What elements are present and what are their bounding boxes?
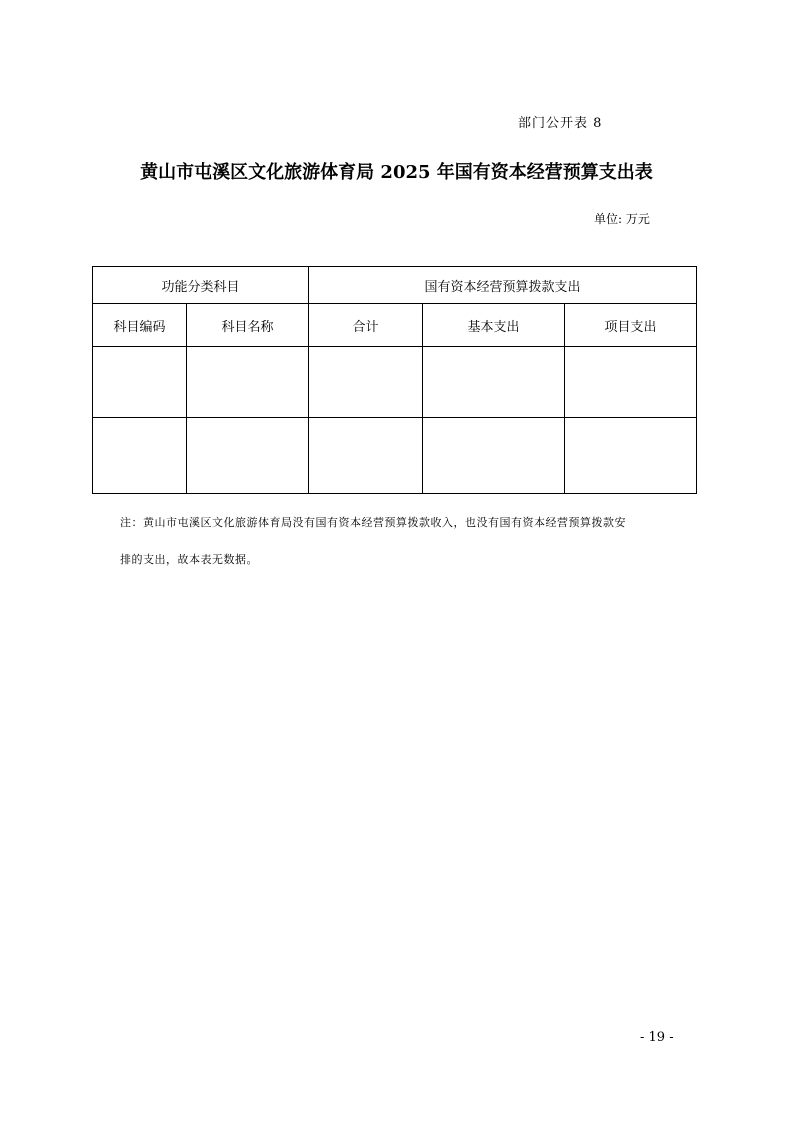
budget-table <box>92 266 697 494</box>
note-line-2: 排的支出，故本表无数据。 <box>120 553 258 566</box>
column-header-name: 科目名称 <box>187 304 309 347</box>
column-header-code: 科目编码 <box>93 304 187 347</box>
page-number: - 19 - <box>640 1030 674 1045</box>
table-row <box>93 418 697 494</box>
table-cell <box>309 347 423 418</box>
table-cell <box>423 418 565 494</box>
header-functional-classification: 功能分类科目 <box>93 267 309 304</box>
column-header-row <box>93 304 697 347</box>
table-cell <box>565 418 697 494</box>
column-header-total: 合计 <box>309 304 423 347</box>
table-row <box>93 347 697 418</box>
table-cell <box>187 418 309 494</box>
doc-number: 部门公开表 8 <box>518 116 603 131</box>
page-title: 黄山市屯溪区文化旅游体育局 2025 年国有资本经营预算支出表 <box>140 162 653 183</box>
table-cell <box>93 347 187 418</box>
column-header-project: 项目支出 <box>565 304 697 347</box>
table-cell <box>93 418 187 494</box>
note-line-1: 注：黄山市屯溪区文化旅游体育局没有国有资本经营预算拨款收入，也没有国有资本经营预算拨款安 <box>120 516 626 529</box>
table-cell <box>565 347 697 418</box>
group-header-row <box>93 267 697 304</box>
table-cell <box>309 418 423 494</box>
column-header-basic: 基本支出 <box>423 304 565 347</box>
unit-label: 单位: 万元 <box>594 212 650 226</box>
header-expenditure: 国有资本经营预算拨款支出 <box>309 267 697 304</box>
table-cell <box>187 347 309 418</box>
table-cell <box>423 347 565 418</box>
